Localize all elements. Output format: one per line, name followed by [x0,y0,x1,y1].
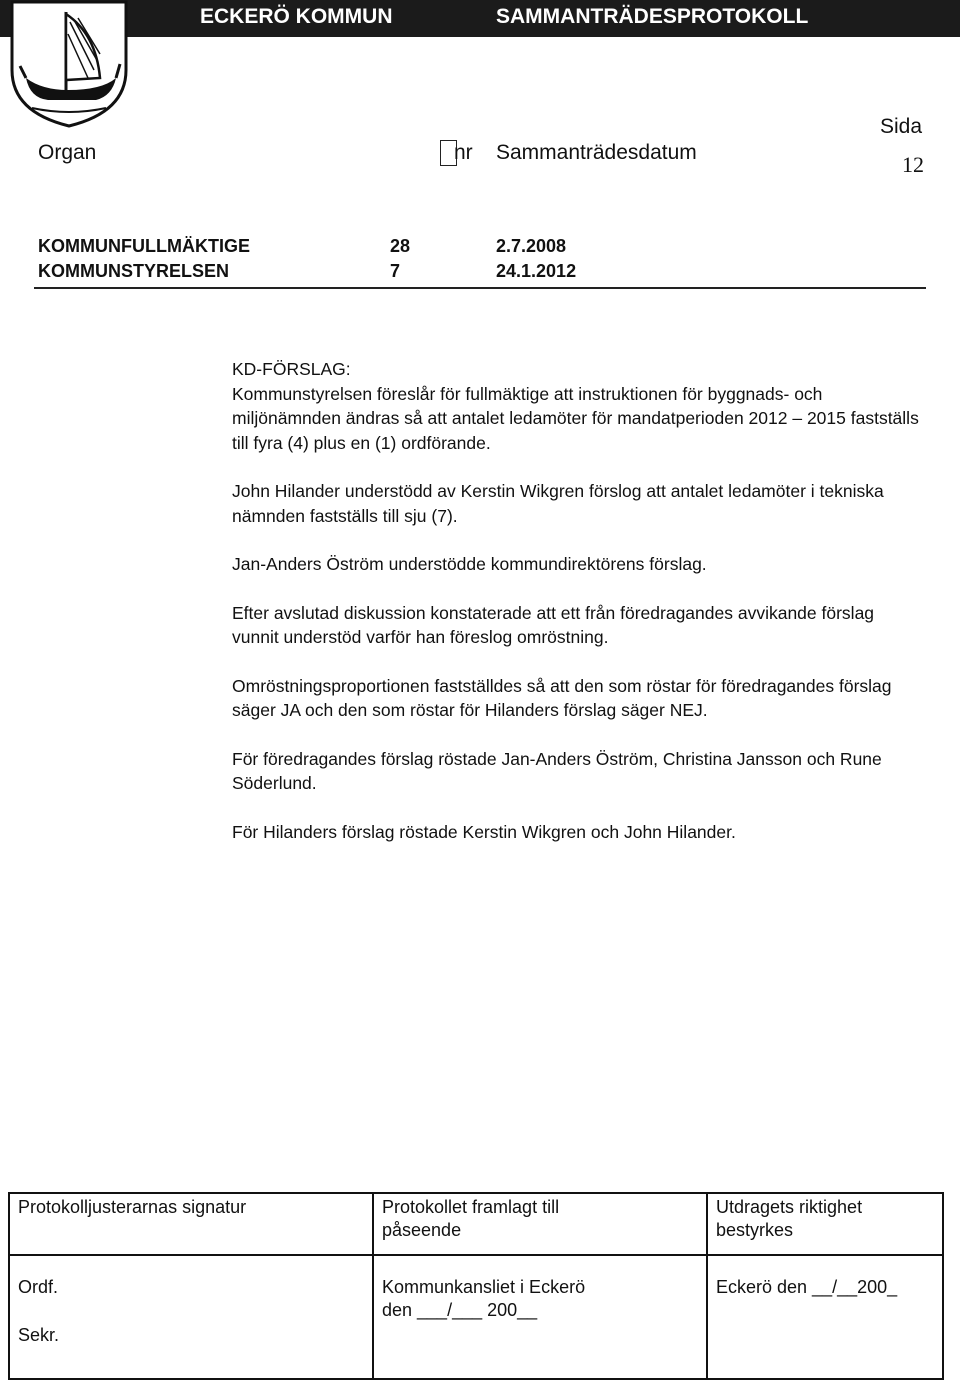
session-organ: KOMMUNFULLMÄKTIGE [38,236,250,256]
paragraph: Omröstningsproportionen fastställdes så att den som röstar för föredragandes förslag säger JA och den som röstar för Hilanders förslag säger NEJ. [232,675,892,720]
certified-date: Eckerö den __/__200_ [716,1277,898,1297]
session-nr: 28 [390,236,411,256]
session-date: 24.1.2012 [496,261,577,281]
paragraph: För föredragandes förslag röstade Jan-Anders Öström, Christina Jansson och Rune Söderlund. [232,748,882,793]
chair-label: Ordf. [18,1277,59,1297]
page-label: Sida [880,115,923,138]
proposal-text: Kommunstyrelsen föreslår för fullmäktige att instruktionen för byggnads- och miljönämnden ändras så att antalet ledamöter för mandatperioden 2012 – 2015 fastställs till fyra (4) plus en (1) ordförande. [232,383,919,453]
certified-header-line: bestyrkes [716,1220,794,1240]
organ-label: Organ [38,141,97,164]
paragraph: Efter avslutad diskussion konstaterade att ett från föredragandes avvikande förslag vunnit understöd varför han föreslog omröstning. [232,602,875,647]
posted-header-line: Protokollet framlagt till [382,1197,560,1217]
paragraph: John Hilander understödd av Kerstin Wikgren förslog att antalet ledamöter i tekniska nämnden fastställs till sju (7). [232,481,884,526]
certified-cell [707,1255,942,1378]
paragraph: För Hilanders förslag röstade Kerstin Wikgren och John Hilander. [232,821,736,842]
office-label: Kommunkansliet i Eckerö [382,1277,586,1297]
municipality-title: ECKERÖ KOMMUN [200,5,393,28]
page-number: 12 [902,152,924,177]
session-date: 2.7.2008 [496,236,567,256]
signature-header: Protokolljusterarnas signatur [10,1194,373,1255]
secretary-label: Sekr. [18,1325,60,1345]
session-nr: 7 [390,261,401,281]
nr-label: nr [454,141,473,164]
minutes-body [232,357,922,868]
posted-header-line: påseende [382,1220,462,1240]
header-band [0,0,960,37]
session-organ: KOMMUNSTYRELSEN [38,261,230,281]
header-divider [34,287,926,289]
date-label: Sammanträdesdatum [496,141,697,164]
paragraph: Jan-Anders Öström understödde kommundirektörens förslag. [232,554,707,574]
proposal-heading: KD-FÖRSLAG: [232,359,351,379]
posted-date: den ___/___ 200__ [382,1300,538,1320]
posted-header [373,1194,707,1255]
certified-header-line: Utdragets riktighet [716,1197,863,1217]
certified-header [707,1194,942,1255]
signature-cell [10,1255,373,1378]
posted-cell [373,1255,707,1378]
signature-table [8,1192,944,1380]
coat-of-arms-logo [8,0,130,128]
document-type-title: SAMMANTRÄDESPROTOKOLL [496,5,809,28]
